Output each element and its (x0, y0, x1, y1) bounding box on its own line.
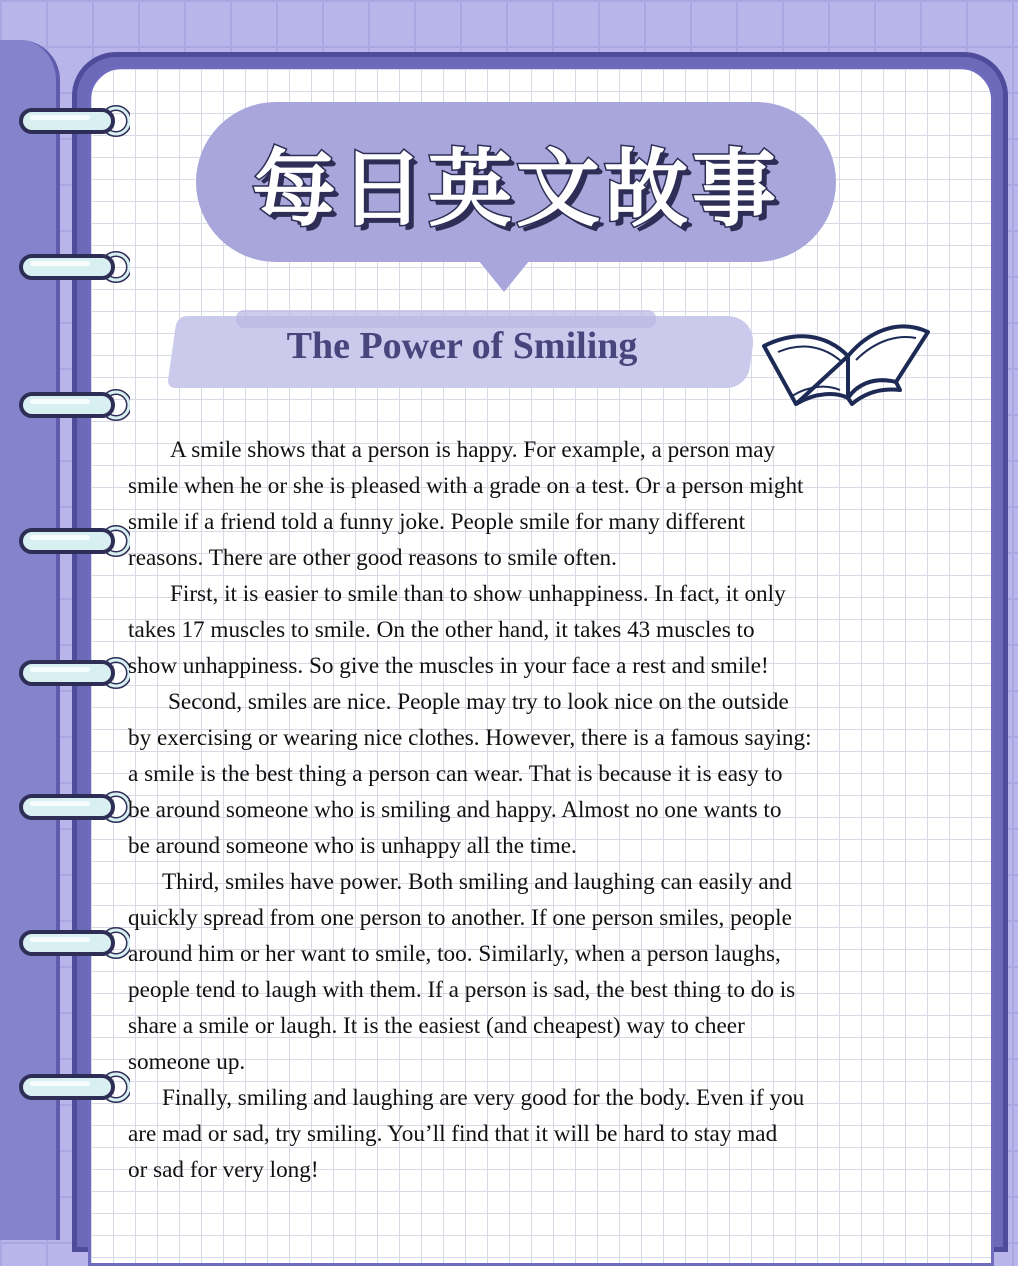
story-line: smile when he or she is pleased with a grade on a test. Or a person might (128, 473, 804, 499)
story-line: someone up. (128, 1049, 246, 1075)
story-line: a smile is the best thing a person can wear. That is because it is easy to (128, 761, 783, 787)
story-line: First, it is easier to smile than to show unhappiness. In fact, it only (170, 581, 786, 607)
story-line: quickly spread from one person to another. If one person smiles, people (128, 905, 792, 931)
story-line: be around someone who is unhappy all the time. (128, 833, 577, 859)
story-line: reasons. There are other good reasons to smile often. (128, 545, 617, 571)
story-line: Third, smiles have power. Both smiling and laughing can easily and (162, 869, 792, 895)
story-line: smile if a friend told a funny joke. People smile for many different (128, 509, 746, 535)
binder-cover-strip (0, 40, 60, 1240)
binder-ring-icon (18, 786, 130, 828)
open-book-icon (756, 312, 934, 408)
page-title: 每日英文故事 (251, 139, 780, 238)
story-body (128, 432, 938, 1188)
story-paragraph (128, 576, 938, 684)
binder-ring-icon (18, 520, 130, 562)
story-line: around him or her want to smile, too. Similarly, when a person laughs, (128, 941, 781, 967)
story-paragraph (128, 432, 938, 576)
binder-ring-icon (18, 922, 130, 964)
binder-ring-icon (18, 1066, 130, 1108)
story-line: show unhappiness. So give the muscles in your face a rest and smile! (128, 653, 769, 679)
story-line: A smile shows that a person is happy. For example, a person may (170, 437, 776, 463)
binder-ring-icon (18, 246, 130, 288)
story-line: share a smile or laugh. It is the easiest (and cheapest) way to cheer (128, 1013, 745, 1039)
story-line: are mad or sad, try smiling. You’ll find that it will be hard to stay mad (128, 1121, 778, 1147)
story-paragraph (128, 684, 938, 864)
story-paragraph (128, 1080, 938, 1188)
story-line: or sad for very long! (128, 1157, 319, 1183)
binder-ring-icon (18, 384, 130, 426)
story-paragraph (128, 864, 938, 1080)
story-line: takes 17 muscles to smile. On the other hand, it takes 43 muscles to (128, 617, 755, 643)
story-line: Second, smiles are nice. People may try to look nice on the outside (168, 689, 789, 715)
story-title: The Power of Smiling (286, 325, 638, 367)
story-line: be around someone who is smiling and happy. Almost no one wants to (128, 797, 782, 823)
story-line: by exercising or wearing nice clothes. However, there is a famous saying: (128, 725, 812, 751)
story-line: people tend to laugh with them. If a person is sad, the best thing to do is (128, 977, 796, 1003)
binder-ring-icon (18, 652, 130, 694)
binder-ring-icon (18, 100, 130, 142)
story-line: Finally, smiling and laughing are very good for the body. Even if you (162, 1085, 805, 1111)
